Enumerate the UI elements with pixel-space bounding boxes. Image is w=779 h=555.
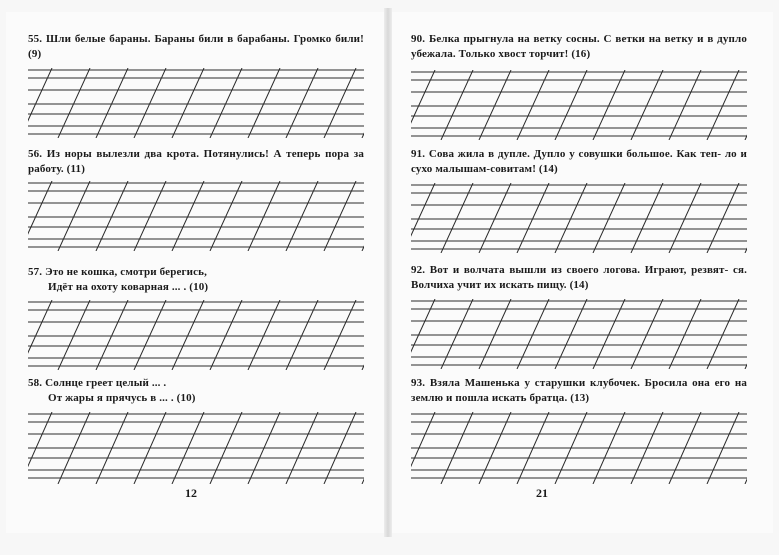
- exercise-text: [411, 263, 747, 292]
- exercise-line-2: Идёт на охоту коварная ... . (10): [48, 280, 209, 293]
- handwriting-lines: [411, 299, 747, 369]
- exercise-line-1: Сова жила в дупле. Дупло у совушки большое. Как теп-: [428, 148, 722, 160]
- exercise-line-1: Шли белые бараны. Бараны били в барабаны. Громко: [46, 33, 332, 45]
- exercise-line-2: От жары я прячусь в ... . (10): [48, 391, 196, 404]
- exercise-text: [411, 32, 747, 61]
- exercise-line-1: Белка прыгнула на ветку сосны. С ветки на ветку и в: [428, 33, 714, 45]
- exercise-line-2: ся. Волчиха учит их искать пищу. (14): [411, 264, 747, 291]
- exercise-line-2: били! (9): [28, 33, 364, 60]
- left-page: [6, 12, 384, 533]
- exercise-text: [411, 376, 747, 405]
- exercise-line-1: Это не кошка, смотри берегись,: [45, 266, 208, 278]
- handwriting-lines: [411, 70, 747, 140]
- exercise-55: [28, 32, 364, 61]
- exercise-line-2: за работу. (11): [28, 148, 364, 175]
- exercise-number: 90.: [411, 33, 426, 45]
- handwriting-lines: [28, 181, 364, 251]
- exercise-number: 92.: [411, 264, 426, 276]
- handwriting-lines: [411, 412, 747, 484]
- exercise-number: 91.: [411, 148, 426, 160]
- handwriting-lines: [28, 68, 364, 138]
- right-page: [392, 12, 773, 533]
- exercise-line-2: дупло убежала. Только хвост торчит! (16): [411, 33, 747, 60]
- exercise-text: [28, 32, 364, 61]
- handwriting-lines: [28, 412, 364, 484]
- handwriting-lines: [28, 300, 364, 370]
- exercise-92: [411, 263, 747, 292]
- exercise-56: [28, 147, 364, 176]
- exercise-text: [28, 376, 364, 405]
- exercise-58: [28, 376, 364, 405]
- exercise-number: 58.: [28, 377, 43, 389]
- exercise-number: 55.: [28, 33, 43, 45]
- exercise-number: 57.: [28, 266, 43, 278]
- exercise-number: 93.: [411, 377, 426, 389]
- exercise-57: [28, 265, 364, 294]
- exercise-line-1: Взяла Машенька у старушки клубочек. Бросила она его: [429, 377, 731, 389]
- exercise-line-1: Из норы вылезли два крота. Потянулись! А теперь пора: [46, 148, 350, 160]
- exercise-line-1: Солнце греет целый ... .: [45, 377, 167, 389]
- page-number: 21: [536, 486, 548, 500]
- exercise-number: 56.: [28, 148, 43, 160]
- exercise-text: [28, 265, 364, 294]
- exercise-line-2: на землю и пошла искать братца. (13): [411, 377, 748, 404]
- exercise-line-2: ло и сухо малышам-совитам! (14): [411, 148, 748, 175]
- handwriting-lines: [411, 183, 747, 253]
- page-number: 12: [185, 486, 197, 500]
- exercise-90: [411, 32, 747, 61]
- exercise-text: [28, 147, 364, 176]
- book-gutter: [384, 8, 392, 537]
- exercise-text: [411, 147, 747, 176]
- exercise-line-1: Вот и волчата вышли из своего логова. Играют, резвят-: [429, 264, 729, 276]
- exercise-93: [411, 376, 747, 405]
- exercise-91: [411, 147, 747, 176]
